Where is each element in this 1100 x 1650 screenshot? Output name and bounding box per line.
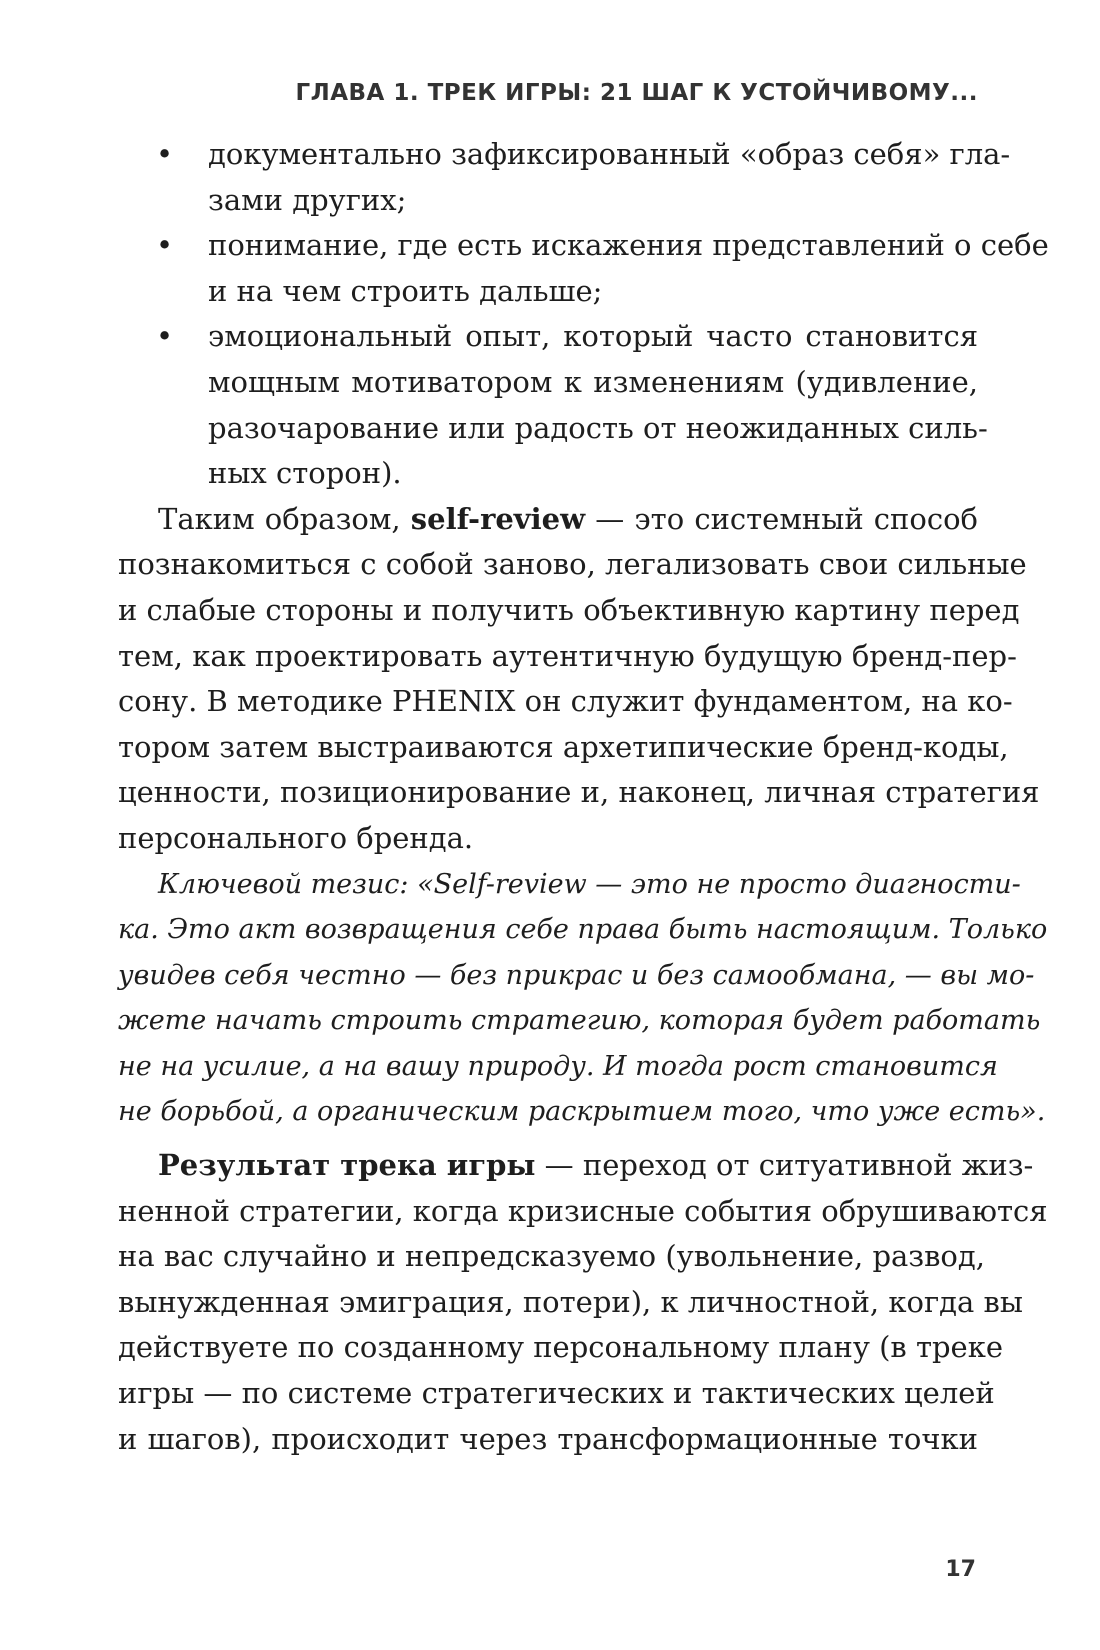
paragraph-self-review — [118, 497, 1040, 862]
text-line: и слабые стороны и получить объективную картину перед — [118, 592, 1020, 627]
term-game-track-result: Результат трека игры — [158, 1148, 536, 1183]
bullet-list — [118, 132, 1049, 497]
text-line — [118, 497, 978, 543]
text-line: на вас случайно и непредсказуемо (увольнение, развод, — [118, 1239, 985, 1274]
page-number: 17 — [945, 1557, 976, 1582]
text-line: понимание, где есть искажения представлений о себе — [208, 228, 1049, 263]
text-line: сону. В методике PHENIX он служит фундаментом, на ко- — [118, 684, 1013, 719]
text-line: действуете по созданному персональному плану (в треке — [118, 1330, 1004, 1365]
key-thesis — [118, 862, 1048, 1136]
text-line: ненной стратегии, когда кризисные события обрушиваются — [118, 1193, 1048, 1228]
running-head: ГЛАВА 1. ТРЕК ИГРЫ: 21 ШАГ К УСТОЙЧИВОМУ... — [295, 80, 978, 106]
text-line: тором затем выстраиваются архетипические бренд-коды, — [118, 729, 1009, 764]
text-line: эмоциональный опыт, который часто становится — [208, 319, 978, 354]
text-segment: — переход от ситуативной жиз- — [535, 1148, 1034, 1183]
text-line: тем, как проектировать аутентичную будущую бренд-пер- — [118, 638, 1017, 673]
bullet-item — [118, 132, 1011, 223]
body-text — [118, 132, 1049, 1462]
text-line: не на усилие, а на вашу природу. И тогда рост становится — [118, 1050, 998, 1082]
bullet-dot: • — [156, 319, 174, 354]
text-line: ценности, позиционирование и, наконец, личная стратегия — [118, 775, 1040, 810]
text-segment: Таким образом, — [158, 501, 411, 536]
text-line: зами других; — [208, 182, 407, 217]
text-line: и на чем строить дальше; — [208, 273, 603, 308]
bullet-dot: • — [156, 137, 174, 171]
text-segment: — это системный способ — [585, 501, 978, 536]
text-line: персонального бренда. — [118, 820, 474, 855]
text-line: мощным мотиватором к изменениям (удивление, — [208, 364, 978, 399]
text-line — [118, 1143, 1034, 1189]
text-line: документально зафиксированный «образ себя» гла- — [208, 137, 1011, 171]
text-line: вынужденная эмиграция, потери), к личностной, когда вы — [118, 1284, 1023, 1319]
bullet-item — [118, 314, 988, 496]
text-line: Ключевой тезис: «Self-review — это не просто диагности- — [158, 868, 1021, 900]
text-line: игры — по системе стратегических и тактических целей — [118, 1376, 995, 1411]
text-line: познакомиться с собой заново, легализовать свои сильные — [118, 547, 1027, 582]
paragraph-result — [118, 1143, 1048, 1462]
text-line: жете начать строить стратегию, которая будет работать — [118, 1005, 1041, 1037]
text-line: ка. Это акт возвращения себе права быть настоящим. Только — [118, 914, 1048, 946]
text-line: и шагов), происходит через трансформационные точки — [118, 1421, 978, 1456]
term-self-review: self-review — [410, 501, 586, 536]
text-line: ных сторон). — [208, 456, 402, 491]
text-line: не борьбой, а органическим раскрытием того, что уже есть». — [118, 1096, 1046, 1128]
text-line: разочарование или радость от неожиданных силь- — [208, 410, 988, 445]
bullet-item — [118, 223, 1049, 314]
bullet-dot: • — [156, 228, 174, 263]
text-line: увидев себя честно — без прикрас и без самообмана, — вы мо- — [118, 959, 1035, 991]
